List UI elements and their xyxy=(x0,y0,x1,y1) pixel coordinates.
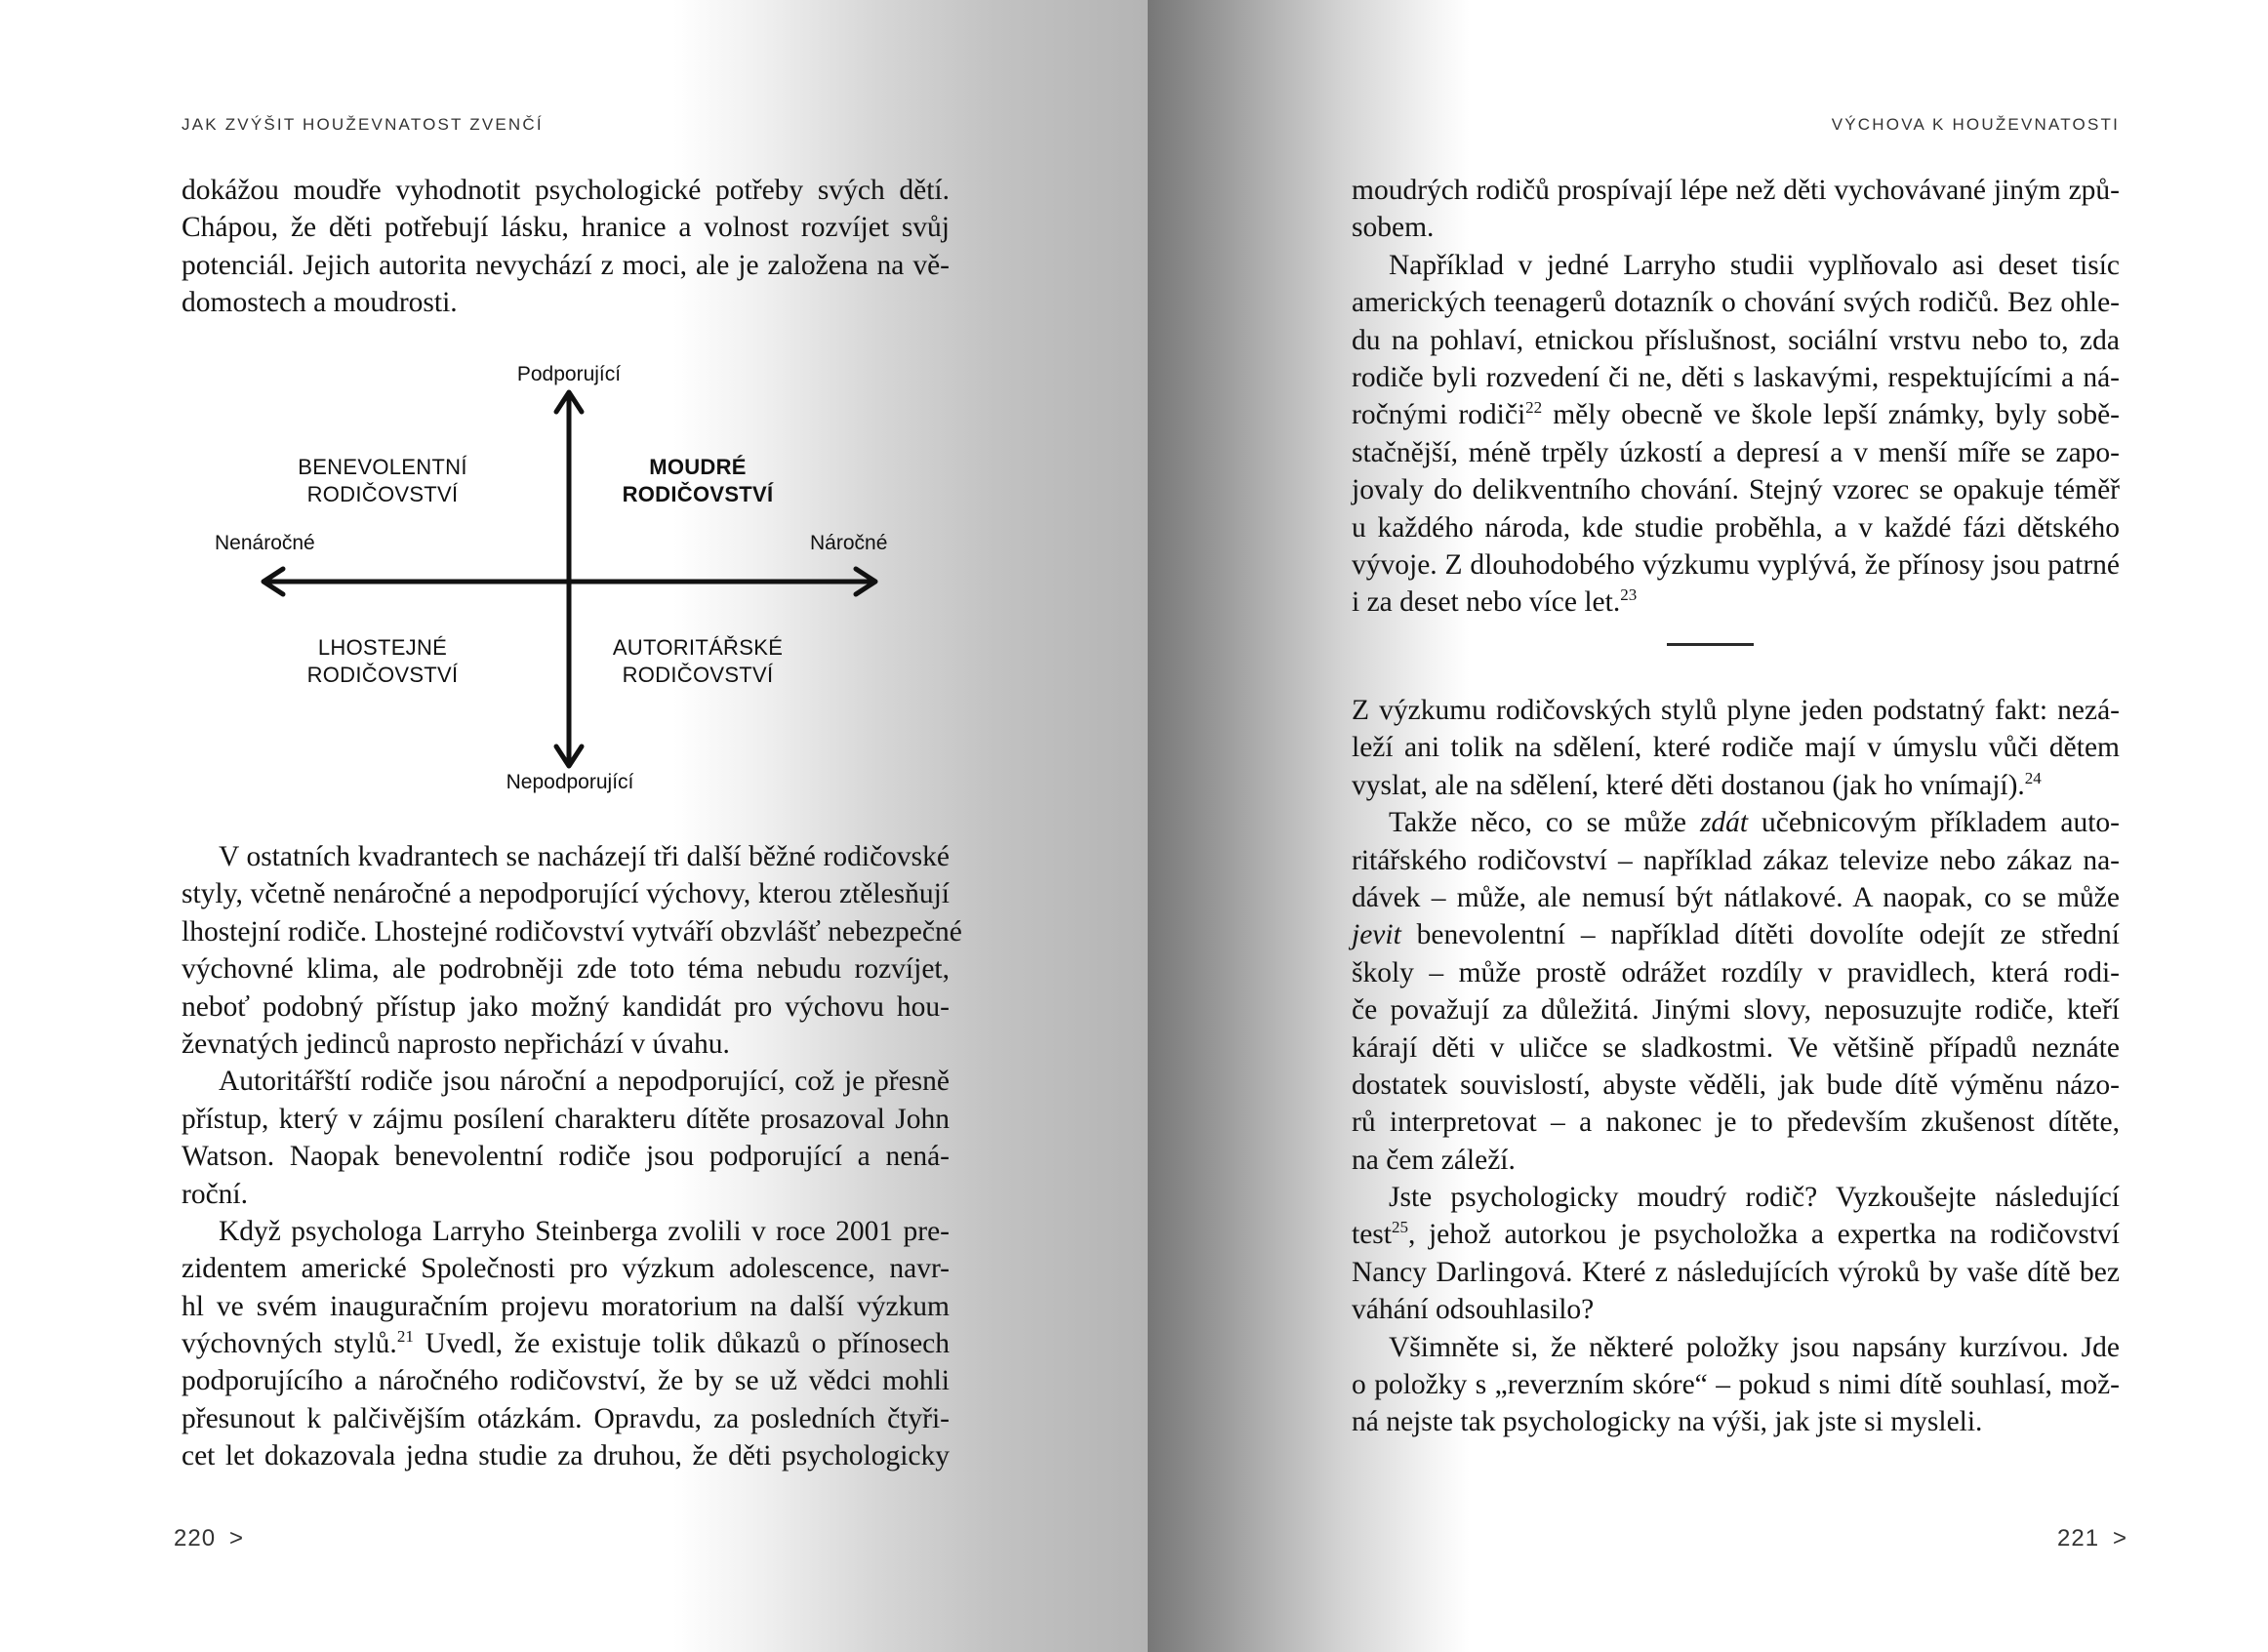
text-line: Všimněte si, že některé položky jsou napsány kurzívou. Jde xyxy=(1389,1331,2120,1363)
footnote-ref[interactable]: 24 xyxy=(2024,768,2042,787)
text-line: váhání odsouhlasilo? xyxy=(1352,1294,1595,1326)
footnote-ref[interactable]: 21 xyxy=(396,1327,414,1347)
text-line: výchovné klima, ale podrobněji zde toto téma nebudu rozvíjet, xyxy=(182,953,950,986)
quadrant-neglectful: LHOSTEJNÉ RODIČOVSTVÍ xyxy=(306,635,459,687)
text-line: dávek – může, ale nemusí být nátlakové. A naopak, co se může xyxy=(1352,881,2120,913)
text-line: výchovných stylů.$^{21}$ Uvedl, že existuje tolik důkazů o přínosech xyxy=(182,1327,951,1360)
text-line: dokážou moudře vyhodnotit psychologické potřeby svých dětí. xyxy=(182,175,950,206)
axis-label-left: Nenáročné xyxy=(215,532,315,554)
text-line: cet let dokazovala jedna studie za druhou, že děti psychologicky xyxy=(182,1440,950,1472)
parenting-styles-diagram xyxy=(195,342,927,810)
text-line: ritářského rodičovství – například zákaz televize nebo zákaz na- xyxy=(1352,844,2120,876)
text-line: jevit benevolentní – například dítěti dovolíte odejít ze střední xyxy=(1352,919,2120,951)
text-line: na čem záleží. xyxy=(1352,1144,1516,1176)
text-line: du na pohlaví, etnickou příslušnost, sociální vrstvu nebo to, zda xyxy=(1352,324,2120,356)
text-line: neboť podobný přístup jako možný kandidát pro výchovu hou- xyxy=(182,990,950,1023)
text-line: vývoje. Z dlouhodobého výzkumu vyplývá, že přínosy jsou patrné xyxy=(1352,548,2120,581)
text-line: přesunout k palčivějším otázkám. Opravdu, za posledních čtyři- xyxy=(182,1402,950,1434)
running-head-right: VÝCHOVA K HOUŽEVNATOSTI xyxy=(1831,115,2120,134)
text-line: lhostejní rodiče. Lhostejné rodičovství vytváří obzvlášť nebezpečné xyxy=(182,915,962,947)
text-line: o položky s „reverzním skóre“ – pokud s nimi dítě souhlasí, mož- xyxy=(1352,1369,2120,1401)
text-line: ročnými rodiči$^{22}$ měly obecně ve škole lepší známky, byly sobě- xyxy=(1352,398,2121,431)
page-number-right: 221 > xyxy=(2057,1525,2128,1551)
footnote-ref[interactable]: 25 xyxy=(1391,1218,1408,1237)
text-line: kárají děti v uličce se sladkostmi. Ve většině případů neznáte xyxy=(1352,1031,2120,1064)
axis-label-top: Podporující xyxy=(516,363,622,385)
text-line: Nancy Darlingová. Které z následujících výroků by vaše dítě bez xyxy=(1352,1256,2120,1288)
axis-label-bottom: Nepodporující xyxy=(506,771,634,793)
text-line: zidentem americké Společnosti pro výzkum adolescence, navr- xyxy=(182,1253,950,1285)
text-line: V ostatních kvadrantech se nacházejí tři další běžné rodičovské xyxy=(219,841,950,872)
text-line: Autoritářští rodiče jsou nároční a nepodporující, což je přesně xyxy=(219,1066,950,1098)
text-line: amerických teenagerů dotazník o chování svých rodičů. Bez ohle- xyxy=(1352,287,2120,319)
text-line: Takže něco, co se může zdát učebnicovým příkladem auto- xyxy=(1389,807,2121,839)
text-line: vyslat, ale na sdělení, které děti dostanou (jak ho vnímají).$^{24}$ xyxy=(1352,768,2042,801)
quadrant-benevolent: BENEVOLENTNÍ RODIČOVSTVÍ xyxy=(298,455,467,506)
page-number-left: 220 > xyxy=(174,1525,245,1551)
body-text-right-top xyxy=(1352,172,2120,622)
axis-label-right: Náročné xyxy=(810,532,888,554)
axes-arrows-icon xyxy=(195,342,927,810)
text-line: rodiče byli rozvedení či ne, děti s laskavými, respektujícími a ná- xyxy=(1352,361,2120,393)
text-line: podporujícího a náročného rodičovství, že by se už vědci mohli xyxy=(182,1365,950,1397)
quadrant-wise: MOUDRÉ RODIČOVSTVÍ xyxy=(622,455,774,506)
text-line: dostatek souvislostí, abyste věděli, jak bude dítě výměnu názo- xyxy=(1352,1068,2120,1101)
text-line: hl ve svém inauguračním projevu moratorium na další výzkum xyxy=(182,1290,950,1322)
body-text-right-bottom xyxy=(1352,692,2120,1441)
text-line: přístup, který v zájmu posílení charakteru dítěte prosazoval John xyxy=(182,1103,950,1135)
text-line: Z výzkumu rodičovských stylů plyne jeden podstatný fakt: nezá- xyxy=(1352,695,2120,726)
quadrant-authoritarian: AUTORITÁŘSKÉ RODIČOVSTVÍ xyxy=(612,635,784,687)
text-line: test$^{25}$, jehož autorkou je psycholožka a expertka na rodičovství xyxy=(1352,1218,2120,1251)
text-line: školy – může prostě odrážet rozdíly v pravidlech, která rodi- xyxy=(1352,956,2120,988)
section-divider xyxy=(1667,643,1754,646)
next-arrow-icon[interactable]: > xyxy=(2113,1525,2128,1551)
text-line: u každého národa, kde studie proběhla, a v každé fázi dětského xyxy=(1352,511,2120,544)
text-line: potenciál. Jejich autorita nevychází z moci, ale je založena na vě- xyxy=(182,249,950,281)
text-line: Když psychologa Larryho Steinberga zvolili v roce 2001 pre- xyxy=(219,1215,950,1247)
footnote-ref[interactable]: 23 xyxy=(1620,585,1638,605)
next-arrow-icon[interactable]: > xyxy=(229,1525,245,1551)
footnote-ref[interactable]: 22 xyxy=(1525,398,1543,418)
running-head-left: JAK ZVÝŠIT HOUŽEVNATOST ZVENČÍ xyxy=(182,115,544,134)
body-text-left xyxy=(182,838,962,1475)
text-line: jovaly do delikventního chování. Stejný vzorec se opakuje téměř xyxy=(1352,474,2120,506)
text-line: domostech a moudrosti. xyxy=(182,287,458,319)
text-line: ná nejste tak psychologicky na výši, jak jste si mysleli. xyxy=(1352,1406,1983,1438)
text-line: styly, včetně nenáročné a nepodporující výchovy, kterou ztělesňují xyxy=(182,878,950,910)
text-line: moudrých rodičů prospívají lépe než děti vychovávané jiným způ- xyxy=(1352,175,2120,206)
text-line: Jste psychologicky moudrý rodič? Vyzkoušejte následující xyxy=(1389,1182,2120,1214)
text-line: ževnatých jedinců naprosto nepřichází v úvahu. xyxy=(182,1027,730,1060)
text-line: leží ani tolik na sdělení, které rodiče mají v úmyslu vůči dětem xyxy=(1352,732,2120,764)
text-line: roční. xyxy=(182,1178,248,1210)
intro-paragraph xyxy=(182,172,950,322)
text-line: sobem. xyxy=(1352,212,1435,244)
text-line: i za deset nebo více let.$^{23}$ xyxy=(1352,585,1638,619)
text-line: stačnější, méně trpěly úzkostí a depresí a v menší míře se zapo- xyxy=(1352,436,2120,468)
text-line: rů interpretovat – a nakonec je to především zkušenost dítěte, xyxy=(1352,1107,2120,1139)
text-line: če považují za důležitá. Jinými slovy, neposuzujte rodiče, kteří xyxy=(1352,994,2120,1027)
text-line: Chápou, že děti potřebují lásku, hranice a volnost rozvíjet svůj xyxy=(182,212,950,244)
text-line: Watson. Naopak benevolentní rodiče jsou podporující a nená- xyxy=(182,1141,950,1173)
text-line: Například v jedné Larryho studii vyplňovalo asi deset tisíc xyxy=(1389,249,2120,281)
